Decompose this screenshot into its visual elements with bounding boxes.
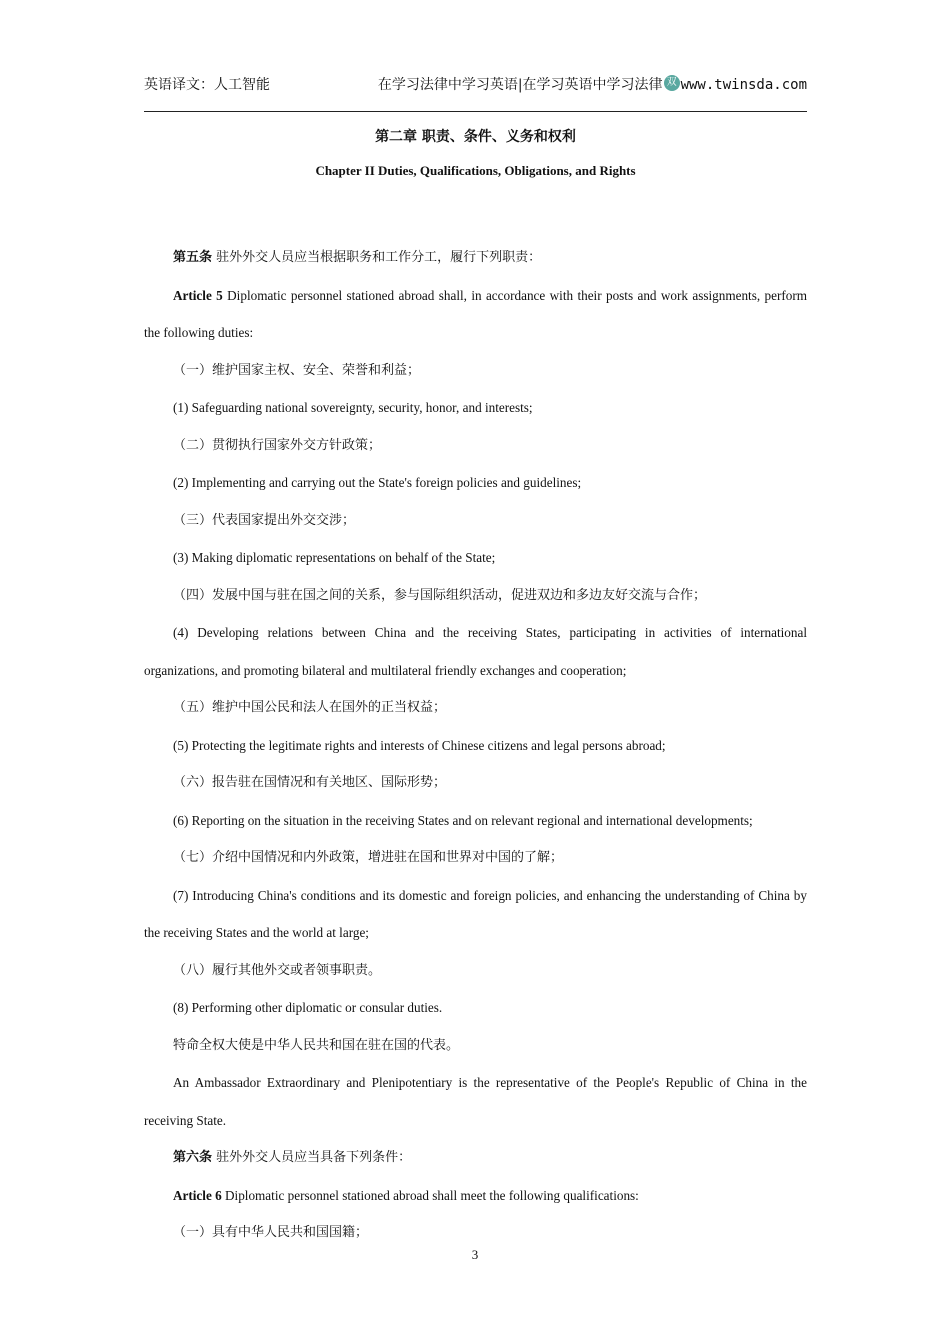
paragraph-cn: [144, 239, 807, 277]
paragraph-cn: [144, 352, 807, 390]
header-slogan: 在学习法律中学习英语|在学习英语中学习法律: [377, 77, 663, 93]
paragraph-cn: [144, 427, 807, 465]
paragraph-text: （二）贯彻执行国家外交方针政策；: [173, 437, 382, 453]
twinsda-logo-icon: 双: [664, 75, 680, 91]
paragraph-en: [144, 1177, 807, 1215]
header-divider: [144, 111, 807, 112]
paragraph-cn: [144, 839, 807, 877]
paragraph-cn: [144, 689, 807, 727]
paragraph-en: [144, 614, 807, 689]
paragraph-cn: [144, 1027, 807, 1065]
paragraph-text: （八）履行其他外交或者领事职责。: [173, 962, 382, 978]
paragraph-en: [144, 802, 807, 840]
paragraph-cn: [144, 577, 807, 615]
paragraph-text: （五）维护中国公民和法人在国外的正当权益；: [173, 700, 447, 715]
paragraph-text: (4) Developing relations between China and the receiving States, participating in activities of international organizations, and promoting bilateral and multilateral friendly exchanges and cooperation;: [144, 625, 807, 678]
paragraph-text: （四）发展中国与驻在国之间的关系，参与国际组织活动，促进双边和多边友好交流与合作；: [173, 587, 707, 603]
paragraph-en: [144, 539, 807, 577]
paragraph-text: Diplomatic personnel stationed abroad shall, in accordance with their posts and work assignments, perform the following duties:: [144, 287, 807, 340]
paragraph-en: [144, 389, 807, 427]
article-lead: Article 6: [173, 1187, 222, 1203]
paragraph-en: [144, 464, 807, 502]
article-lead: 第六条: [173, 1150, 213, 1165]
article-lead: Article 5: [173, 287, 223, 303]
page-number: 3: [471, 1247, 479, 1262]
chapter-title-en: Chapter II Duties, Qualifications, Obligations, and Rights: [315, 163, 636, 178]
paragraph-text: (5) Protecting the legitimate rights and interests of Chinese citizens and legal persons abroad;: [173, 737, 666, 753]
paragraph-text: (7) Introducing China's conditions and its domestic and foreign policies, and enhancing the understanding of China by the receiving States and the world at large;: [144, 887, 807, 940]
header-website: www.twinsda.com: [680, 77, 807, 93]
paragraph-text: (2) Implementing and carrying out the State's foreign policies and guidelines;: [173, 475, 582, 490]
paragraph-text: (3) Making diplomatic representations on behalf of the State;: [173, 550, 496, 565]
page-header: [144, 70, 807, 94]
paragraph-text: 驻外外交人员应当具备下列条件：: [216, 1150, 412, 1165]
paragraph-en: [144, 877, 807, 952]
paragraph-text: (8) Performing other diplomatic or consular duties.: [173, 1000, 443, 1015]
header-title: 英语译文：人工智能: [144, 77, 270, 93]
paragraph-text: 特命全权大使是中华人民共和国在驻在国的代表。: [173, 1037, 460, 1053]
paragraph-en: [144, 989, 807, 1027]
paragraph-cn: [144, 764, 807, 802]
paragraph-text: （六）报告驻在国情况和有关地区、国际形势；: [173, 775, 447, 790]
paragraph-cn: [144, 1139, 807, 1177]
paragraph-text: （一）具有中华人民共和国国籍；: [173, 1225, 369, 1240]
paragraph-text: 驻外外交人员应当根据职务和工作分工，履行下列职责：: [216, 250, 542, 265]
paragraph-en: [144, 1064, 807, 1139]
paragraph-text: Diplomatic personnel stationed abroad shall meet the following qualifications:: [225, 1187, 639, 1203]
article-lead: 第五条: [173, 250, 213, 265]
paragraph-cn: [144, 952, 807, 990]
paragraph-text: (6) Reporting on the situation in the receiving States and on relevant regional and international developments;: [173, 812, 753, 828]
paragraph-text: （一）维护国家主权、安全、荣誉和利益；: [173, 362, 421, 378]
paragraph-cn: [144, 1214, 807, 1252]
document-body: [144, 239, 807, 1252]
paragraph-text: (1) Safeguarding national sovereignty, security, honor, and interests;: [173, 400, 533, 415]
paragraph-en: [144, 727, 807, 765]
paragraph-en: [144, 277, 807, 352]
header-slogan-group: [378, 74, 807, 94]
chapter-title-cn: 第二章 职责、条件、义务和权利: [375, 129, 576, 145]
paragraph-cn: [144, 502, 807, 540]
paragraph-text: （七）介绍中国情况和内外政策，增进驻在国和世界对中国的了解；: [173, 850, 564, 865]
paragraph-text: （三）代表国家提出外交交涉；: [173, 512, 356, 528]
paragraph-text: An Ambassador Extraordinary and Plenipotentiary is the representative of the People's Republic of China in the receiving State.: [144, 1075, 807, 1128]
